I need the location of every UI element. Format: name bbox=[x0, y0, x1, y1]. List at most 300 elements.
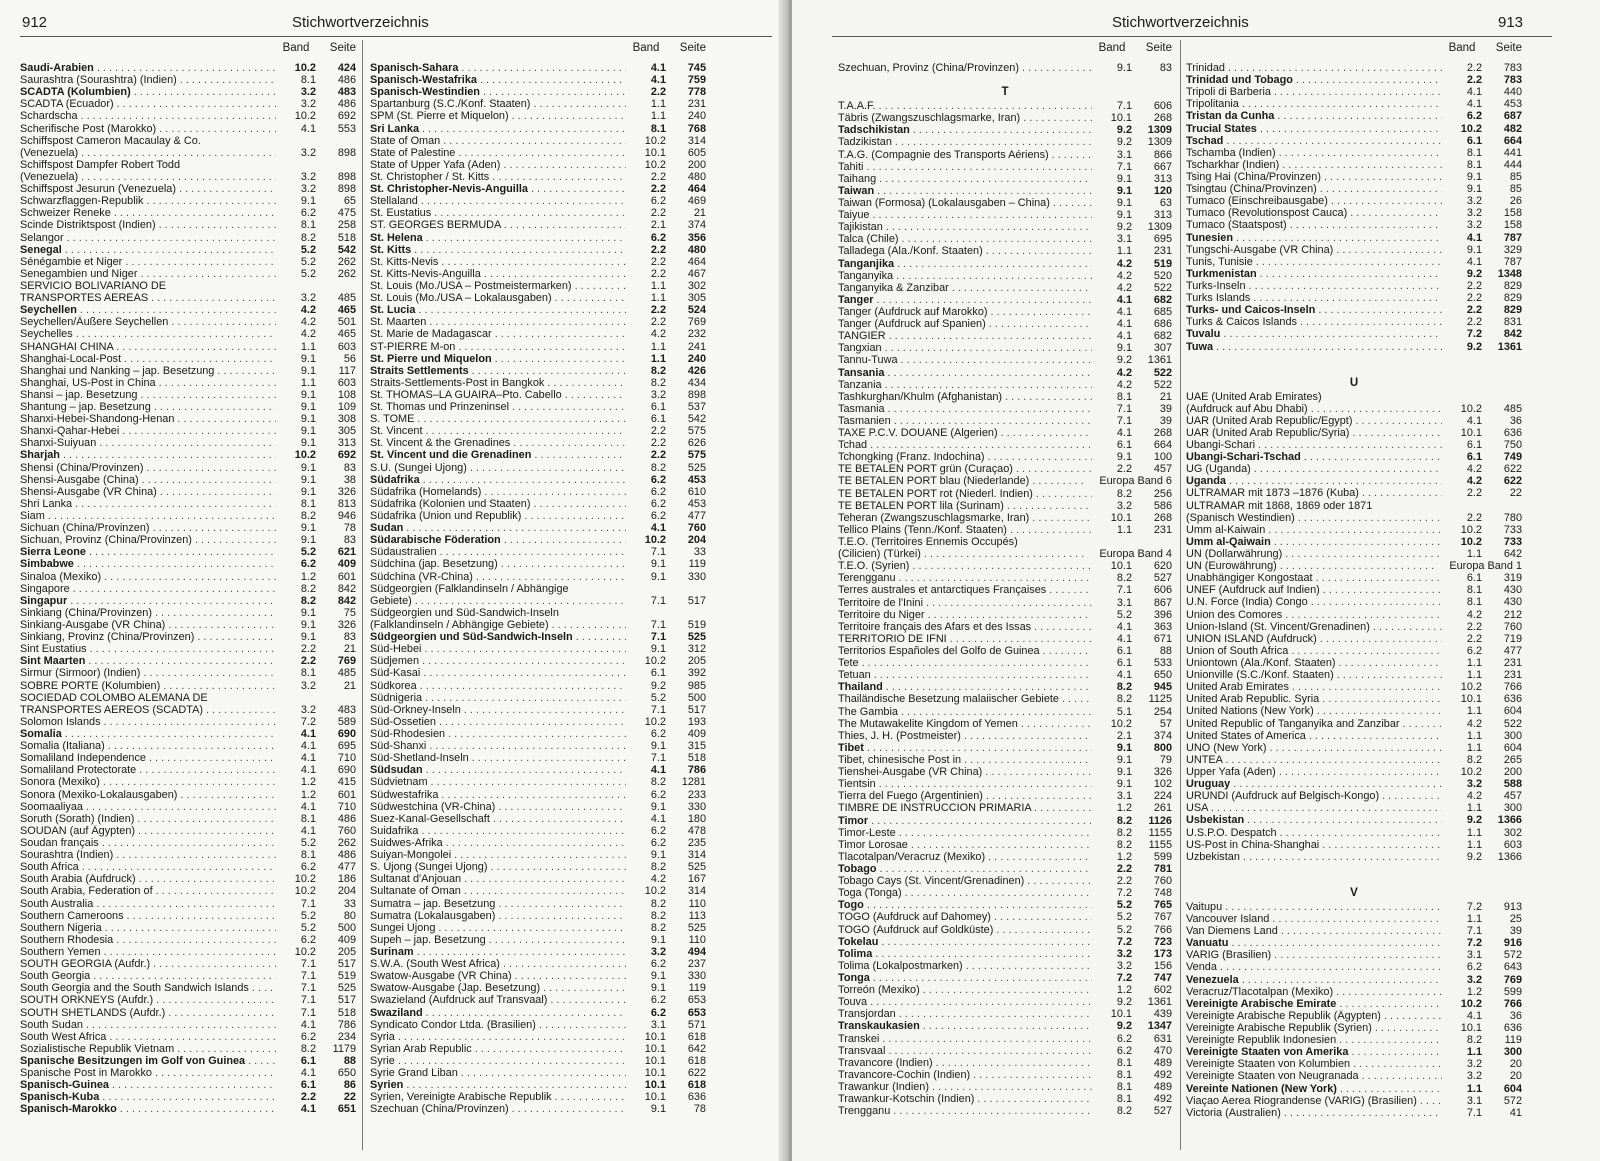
entry-name-text: Tierra del Fuego (Argentinien) bbox=[838, 790, 983, 803]
entry-name bbox=[1186, 802, 1442, 814]
entry-band: 6.2 bbox=[650, 728, 666, 740]
entry-page: 518 bbox=[337, 231, 356, 244]
entry-name-text: Vereinigte Staaten von Kolumbien bbox=[1186, 1058, 1351, 1071]
entry-band: 3.2 bbox=[300, 679, 316, 692]
entry-name bbox=[20, 595, 276, 607]
entry-name-text: Schiffspost Dampfer Robert Todd bbox=[20, 158, 181, 171]
entry-name bbox=[1186, 415, 1442, 427]
entry-band: 5.1 bbox=[1116, 705, 1132, 718]
entry-name bbox=[838, 621, 1092, 633]
entry-band: 10.2 bbox=[1460, 535, 1482, 548]
index-entry bbox=[838, 1020, 1172, 1032]
entry-page: 478 bbox=[687, 824, 706, 837]
index-entry bbox=[20, 680, 356, 692]
entry-name-text: Siam bbox=[20, 510, 45, 523]
entry-name-text: Sumatra – jap. Besetzung bbox=[370, 897, 496, 910]
entry-name-text: Süd-Shetland-Inseln bbox=[370, 752, 469, 765]
entry-name bbox=[370, 1091, 626, 1103]
entry-name bbox=[1186, 693, 1442, 705]
index-entry bbox=[1186, 1046, 1522, 1058]
index-entry bbox=[370, 667, 706, 679]
index-entry bbox=[838, 899, 1172, 911]
entry-page: 571 bbox=[687, 1018, 706, 1031]
entry-band: 10.2 bbox=[294, 110, 316, 123]
entry-band: 3.2 bbox=[300, 146, 316, 159]
entry-page: 330 bbox=[687, 800, 706, 813]
entry-name-text: Tlacotalpan/Veracruz (Mexiko) bbox=[838, 850, 986, 863]
entry-band: 4.2 bbox=[1466, 463, 1482, 476]
entry-name-text: (Aufdruck auf Abu Dhabi) bbox=[1186, 402, 1308, 415]
entry-name bbox=[838, 609, 1092, 621]
entry-name-text: UAR (United Arab Republic/Syria) bbox=[1186, 426, 1350, 439]
entry-page: 1281 bbox=[681, 776, 706, 789]
index-entry bbox=[20, 1067, 356, 1079]
column-header bbox=[1186, 40, 1522, 56]
entry-page: 63 bbox=[1159, 196, 1172, 209]
index-entry bbox=[1186, 219, 1522, 231]
entry-page: 690 bbox=[337, 764, 356, 777]
column-header bbox=[370, 40, 706, 56]
entry-name bbox=[838, 875, 1092, 887]
entry-name-text: Tuvalu bbox=[1186, 328, 1221, 341]
entry-name bbox=[20, 401, 276, 413]
index-entry bbox=[370, 885, 706, 897]
index-entry bbox=[20, 316, 356, 328]
entry-name-text: SOUDAN (auf Ägypten) bbox=[20, 824, 136, 837]
entry-name-text: Südchina (jap. Besetzung) bbox=[370, 558, 498, 571]
entry-band: 10.1 bbox=[1460, 693, 1482, 706]
entry-name bbox=[1186, 159, 1442, 171]
index-entry bbox=[370, 1091, 706, 1103]
entry-name-text: Solomon Islands bbox=[20, 715, 101, 728]
entry-band: 6.1 bbox=[1466, 134, 1482, 147]
entry-name-text: TE BETALEN PORT blau (Niederlande) bbox=[838, 475, 1030, 488]
index-entry bbox=[370, 789, 706, 801]
entry-name bbox=[20, 704, 276, 716]
entry-name-text: Sint Eustatius bbox=[20, 643, 87, 656]
entry-name bbox=[370, 970, 626, 982]
entry-name-text: St. Marie de Madagascar bbox=[370, 328, 492, 341]
entry-name bbox=[370, 789, 626, 801]
entry-name-text: Südkorea bbox=[370, 679, 417, 692]
entry-name-text: U.N. Force (India) Congo bbox=[1186, 596, 1308, 609]
index-column bbox=[370, 40, 706, 1116]
entry-band: 9.1 bbox=[1116, 172, 1132, 185]
entry-page: 664 bbox=[1153, 439, 1172, 452]
entry-name bbox=[20, 837, 276, 849]
entry-name-text: Trengganu bbox=[838, 1105, 891, 1118]
entry-page: 760 bbox=[1503, 620, 1522, 633]
entry-band: 7.1 bbox=[1466, 1106, 1482, 1119]
entry-name bbox=[20, 389, 276, 401]
entry-page: 985 bbox=[687, 679, 706, 692]
index-entry bbox=[370, 280, 706, 292]
entry-name-text: Senegal bbox=[20, 243, 62, 256]
entry-page: 39 bbox=[1159, 414, 1172, 427]
entry-page: 173 bbox=[1153, 947, 1172, 960]
seite-header: Seite bbox=[1145, 41, 1172, 54]
entry-name bbox=[370, 910, 626, 922]
entry-band: 9.1 bbox=[300, 461, 316, 474]
entry-name bbox=[370, 522, 626, 534]
index-entry bbox=[838, 221, 1172, 233]
entry-name bbox=[20, 292, 276, 304]
entry-name bbox=[838, 948, 1092, 960]
entry-name bbox=[370, 619, 626, 631]
index-entry bbox=[838, 536, 1172, 548]
index-entry bbox=[1186, 548, 1522, 560]
entry-name bbox=[20, 534, 276, 546]
entry-name-text: Tanzania bbox=[838, 378, 882, 391]
index-entry bbox=[1186, 669, 1522, 681]
entry-name bbox=[1186, 292, 1442, 304]
index-entry bbox=[838, 282, 1172, 294]
index-entry bbox=[20, 546, 356, 558]
entry-band: 9.2 bbox=[1116, 996, 1132, 1009]
entry-name-text: Syndicato Condor Ltda. (Brasilien) bbox=[370, 1018, 536, 1031]
entry-page: 945 bbox=[1153, 681, 1172, 694]
entry-page: 85 bbox=[1509, 170, 1522, 183]
entry-page: 241 bbox=[687, 340, 706, 353]
entry-band: 8.1 bbox=[1466, 146, 1482, 159]
entry-page: 622 bbox=[1503, 475, 1522, 488]
entry-page: 520 bbox=[1153, 269, 1172, 282]
entry-name bbox=[370, 801, 626, 813]
right-page bbox=[792, 0, 1600, 1161]
entry-page: 158 bbox=[1503, 207, 1522, 220]
index-entry bbox=[20, 328, 356, 340]
index-entry bbox=[1186, 1083, 1522, 1095]
header-rule bbox=[20, 36, 772, 37]
entry-name-text: St. Kitts-Nevis-Anguilla bbox=[370, 267, 481, 280]
entry-band: 4.2 bbox=[1466, 608, 1482, 621]
entry-name-text: Shantung – jap. Besetzung bbox=[20, 401, 151, 414]
seite-header: Seite bbox=[679, 41, 706, 54]
entry-name bbox=[1186, 949, 1442, 961]
entry-page: 119 bbox=[688, 982, 706, 995]
entry-name-text: Senegambien und Niger bbox=[20, 267, 138, 280]
index-entry bbox=[838, 330, 1172, 342]
entry-name-text: Schiffspost Cameron Macaulay & Co. bbox=[20, 134, 201, 147]
entry-band: 10.2 bbox=[1460, 122, 1482, 135]
entry-name bbox=[20, 849, 276, 861]
index-entry bbox=[370, 837, 706, 849]
entry-name-text: State of Oman bbox=[370, 134, 441, 147]
entry-page: 786 bbox=[687, 764, 706, 777]
entry-name bbox=[20, 171, 276, 183]
entry-name bbox=[370, 946, 626, 958]
entry-name-text: UN (Dollarwährung) bbox=[1186, 548, 1283, 561]
entry-name-text: Touva bbox=[838, 996, 868, 1009]
entry-name bbox=[370, 558, 626, 570]
entry-band: 6.2 bbox=[650, 1006, 666, 1019]
entry-page: 533 bbox=[1153, 657, 1172, 670]
index-entry bbox=[20, 292, 356, 304]
entry-page: 631 bbox=[1153, 1032, 1172, 1045]
index-entry bbox=[370, 183, 706, 195]
entry-band: 4.1 bbox=[650, 812, 666, 825]
index-entry bbox=[20, 219, 356, 231]
entry-name bbox=[838, 1020, 1092, 1032]
entry-band: 9.2 bbox=[1466, 267, 1482, 280]
entry-name bbox=[370, 776, 626, 788]
entry-page: 415 bbox=[337, 776, 356, 789]
entry-page: 1366 bbox=[1497, 814, 1522, 827]
entry-band: 3.1 bbox=[1466, 949, 1482, 962]
entry-page: 262 bbox=[337, 267, 356, 280]
index-entry bbox=[838, 1105, 1172, 1117]
entry-name bbox=[370, 1055, 626, 1067]
entry-name bbox=[838, 645, 1092, 657]
index-entry bbox=[370, 740, 706, 752]
entry-band: 9.1 bbox=[1116, 451, 1132, 464]
entry-page: 439 bbox=[1153, 1008, 1172, 1021]
index-entry bbox=[838, 584, 1172, 596]
entry-band: 4.1 bbox=[300, 800, 316, 813]
entry-name bbox=[20, 1103, 276, 1115]
entry-band: 6.1 bbox=[1466, 451, 1482, 464]
entry-band: 6.2 bbox=[1116, 1044, 1132, 1057]
entry-page: 483 bbox=[337, 703, 356, 716]
entry-band: 8.1 bbox=[300, 219, 316, 232]
entry-name-text: South Australia bbox=[20, 897, 94, 910]
entry-name-text: South Sudan bbox=[20, 1018, 83, 1031]
entry-page: 606 bbox=[1153, 100, 1172, 113]
section-spacer bbox=[1186, 353, 1522, 365]
entry-name bbox=[838, 960, 1092, 972]
entry-band: 9.1 bbox=[1116, 741, 1132, 754]
index-entry bbox=[1186, 328, 1522, 340]
index-entry bbox=[838, 245, 1172, 257]
entry-name bbox=[838, 258, 1092, 270]
entry-name bbox=[370, 583, 706, 595]
entry-name-text: Shensi-Ausgabe (China) bbox=[20, 473, 139, 486]
entry-band: 6.2 bbox=[300, 861, 316, 874]
index-entry bbox=[370, 849, 706, 861]
entry-name bbox=[1186, 790, 1442, 802]
entry-band: 10.2 bbox=[294, 62, 316, 74]
index-entry bbox=[20, 934, 356, 946]
entry-name bbox=[838, 403, 1092, 415]
entry-page: 829 bbox=[1503, 279, 1522, 292]
entry-name-text: Tasmanien bbox=[838, 414, 891, 427]
index-entry bbox=[838, 839, 1172, 851]
entry-name bbox=[20, 1043, 276, 1055]
index-entry bbox=[838, 62, 1172, 74]
entry-name-text: Taiyue bbox=[838, 209, 870, 222]
entry-page: 813 bbox=[337, 497, 356, 510]
entry-name-text: Thailand bbox=[838, 681, 883, 694]
entry-name bbox=[20, 910, 276, 922]
entry-name bbox=[370, 135, 626, 147]
entry-page: 212 bbox=[1503, 608, 1522, 621]
entry-page: 453 bbox=[687, 497, 706, 510]
entry-band: 8.2 bbox=[300, 510, 316, 523]
index-entry bbox=[20, 341, 356, 353]
entry-band: 4.1 bbox=[650, 62, 666, 74]
entry-name bbox=[1186, 851, 1442, 863]
entry-name-text: Südchina (VR-China) bbox=[370, 570, 473, 583]
entry-page: 489 bbox=[1153, 1080, 1172, 1093]
entry-name bbox=[1186, 195, 1442, 207]
entry-name-text: S.U. (Sungei Ujong) bbox=[370, 461, 467, 474]
index-entry bbox=[1186, 1070, 1522, 1082]
entry-name-text: UAE (United Arab Emirates) bbox=[1186, 390, 1322, 403]
entry-name bbox=[1186, 705, 1442, 717]
index-entry bbox=[370, 946, 706, 958]
entry-page: 602 bbox=[1153, 984, 1172, 997]
entry-name bbox=[1186, 1010, 1442, 1022]
entry-name bbox=[838, 282, 1092, 294]
entry-band: 9.2 bbox=[1466, 850, 1482, 863]
index-entry bbox=[838, 730, 1172, 742]
entry-name-text: Transkei bbox=[838, 1032, 880, 1045]
entry-band: 3.2 bbox=[300, 86, 316, 99]
entry-page: 588 bbox=[1503, 778, 1522, 791]
index-entry bbox=[370, 341, 706, 353]
entry-name bbox=[838, 851, 1092, 863]
entry-band: 3.2 bbox=[650, 388, 666, 401]
entry-page: 787 bbox=[1503, 231, 1522, 244]
entry-band: 10.1 bbox=[644, 1067, 666, 1080]
entry-band: 4.1 bbox=[300, 1067, 316, 1080]
entry-name bbox=[20, 123, 276, 135]
entry-name bbox=[1186, 488, 1442, 500]
entry-name-text: State of Upper Yafa (Aden) bbox=[370, 158, 501, 171]
entry-band: 3.2 bbox=[1466, 195, 1482, 208]
entry-name-text: Territoire français des Afars et des Issas bbox=[838, 620, 1032, 633]
entry-page: 231 bbox=[1153, 245, 1172, 258]
entry-band: 4.1 bbox=[300, 740, 316, 753]
index-entry bbox=[838, 984, 1172, 996]
entry-page: 517 bbox=[337, 958, 356, 971]
entry-page: 603 bbox=[337, 376, 356, 389]
index-entry bbox=[20, 1079, 356, 1091]
entry-name-text: United Arab Emirates bbox=[1186, 681, 1289, 694]
entry-band: 8.2 bbox=[650, 897, 666, 910]
column-header bbox=[838, 40, 1172, 56]
index-entry bbox=[370, 692, 706, 704]
index-entry bbox=[20, 74, 356, 86]
entry-band: 3.2 bbox=[300, 703, 316, 716]
entry-page: 231 bbox=[1503, 669, 1522, 682]
entry-page: 575 bbox=[687, 425, 706, 438]
entry-page: 258 bbox=[337, 219, 356, 232]
entry-page: 695 bbox=[337, 740, 356, 753]
entry-band: 4.2 bbox=[1466, 475, 1482, 488]
entry-page: 842 bbox=[337, 582, 356, 595]
entry-band: 3.2 bbox=[300, 183, 316, 196]
entry-name-text: St. Lucia bbox=[370, 304, 416, 317]
index-entry bbox=[1186, 427, 1522, 439]
entry-name-text: South Arabia (Aufdruck) bbox=[20, 873, 136, 886]
entry-name bbox=[370, 740, 626, 752]
entry-name bbox=[1186, 268, 1442, 280]
index-entry bbox=[838, 802, 1172, 814]
entry-page: 83 bbox=[1159, 62, 1172, 74]
entry-page: 643 bbox=[1503, 961, 1522, 974]
entry-page: 636 bbox=[1503, 426, 1522, 439]
index-entry bbox=[370, 98, 706, 110]
entry-page: 254 bbox=[1153, 705, 1172, 718]
entry-page: 465 bbox=[337, 328, 356, 341]
index-entry bbox=[1186, 961, 1522, 973]
entry-name-text: Vereinigte Republik Indonesien bbox=[1186, 1034, 1337, 1047]
entry-name bbox=[838, 899, 1092, 911]
entry-name bbox=[838, 742, 1092, 754]
entry-page: 519 bbox=[1153, 257, 1172, 270]
entry-name-text: United States of America bbox=[1186, 729, 1306, 742]
entry-page: 620 bbox=[1153, 560, 1172, 573]
entry-name-text: Sinkiang-Ausgabe (VR China) bbox=[20, 619, 166, 632]
index-entry bbox=[20, 776, 356, 788]
entry-band: 2.2 bbox=[650, 183, 666, 196]
entry-name bbox=[838, 936, 1092, 948]
entry-band: 4.1 bbox=[300, 1103, 316, 1116]
index-entry bbox=[20, 1043, 356, 1055]
entry-band: 6.2 bbox=[1466, 644, 1482, 657]
entry-band: 9.2 bbox=[650, 679, 666, 692]
entry-name-text: St. THOMAS–LA GUAIRA–Pto. Cabello bbox=[370, 388, 562, 401]
entry-name-text: TOGO (Aufdruck auf Goldküste) bbox=[838, 923, 994, 936]
entry-name bbox=[1186, 427, 1442, 439]
entry-name bbox=[838, 718, 1092, 730]
entry-band: 6.2 bbox=[300, 558, 316, 571]
entry-page: 21 bbox=[693, 207, 706, 220]
index-entry bbox=[838, 572, 1172, 584]
entry-band: 9.1 bbox=[650, 740, 666, 753]
entry-name bbox=[370, 1031, 626, 1043]
entry-page: 480 bbox=[687, 170, 706, 183]
entry-name-text: (Falklandinseln / Abhängige Gebiete) bbox=[370, 619, 549, 632]
entry-name bbox=[370, 353, 626, 365]
entry-list bbox=[20, 62, 356, 1116]
entry-name bbox=[370, 183, 626, 195]
entry-band: 2.2 bbox=[1466, 279, 1482, 292]
entry-name-text: Shensi (China/Provinzen) bbox=[20, 461, 144, 474]
entry-name bbox=[1186, 1070, 1442, 1082]
entry-band: 7.1 bbox=[1116, 584, 1132, 597]
entry-page: 83 bbox=[343, 631, 356, 644]
entry-band: 9.1 bbox=[1116, 778, 1132, 791]
entry-name bbox=[1186, 463, 1442, 475]
entry-band: 10.1 bbox=[1460, 1021, 1482, 1034]
entry-band: 10.2 bbox=[1460, 997, 1482, 1010]
entry-name-text: Upper Yafa (Aden) bbox=[1186, 766, 1276, 778]
entry-name bbox=[370, 389, 626, 401]
entry-band: 1.1 bbox=[1466, 838, 1482, 851]
entry-name bbox=[1186, 391, 1522, 403]
index-entry bbox=[370, 558, 706, 570]
entry-page: 621 bbox=[337, 546, 356, 559]
entry-band: 7.1 bbox=[650, 546, 666, 559]
entry-band: 7.1 bbox=[1116, 402, 1132, 415]
entry-name-text: SOUTH SHETLANDS (Aufdr.) bbox=[20, 1006, 166, 1019]
entry-name-text: Straits Settlements bbox=[370, 364, 469, 377]
entry-name bbox=[838, 1057, 1092, 1069]
entry-band: 2.2 bbox=[1116, 863, 1132, 875]
entry-page: 261 bbox=[1153, 802, 1172, 815]
index-entry bbox=[370, 764, 706, 776]
entry-name-text: Tchad bbox=[838, 439, 868, 452]
index-entry bbox=[370, 595, 706, 607]
entry-name bbox=[838, 1105, 1092, 1117]
entry-page: 475 bbox=[337, 207, 356, 220]
index-entry bbox=[20, 365, 356, 377]
index-entry bbox=[1186, 74, 1522, 86]
entry-name bbox=[370, 365, 626, 377]
entry-band: 7.2 bbox=[1466, 937, 1482, 950]
